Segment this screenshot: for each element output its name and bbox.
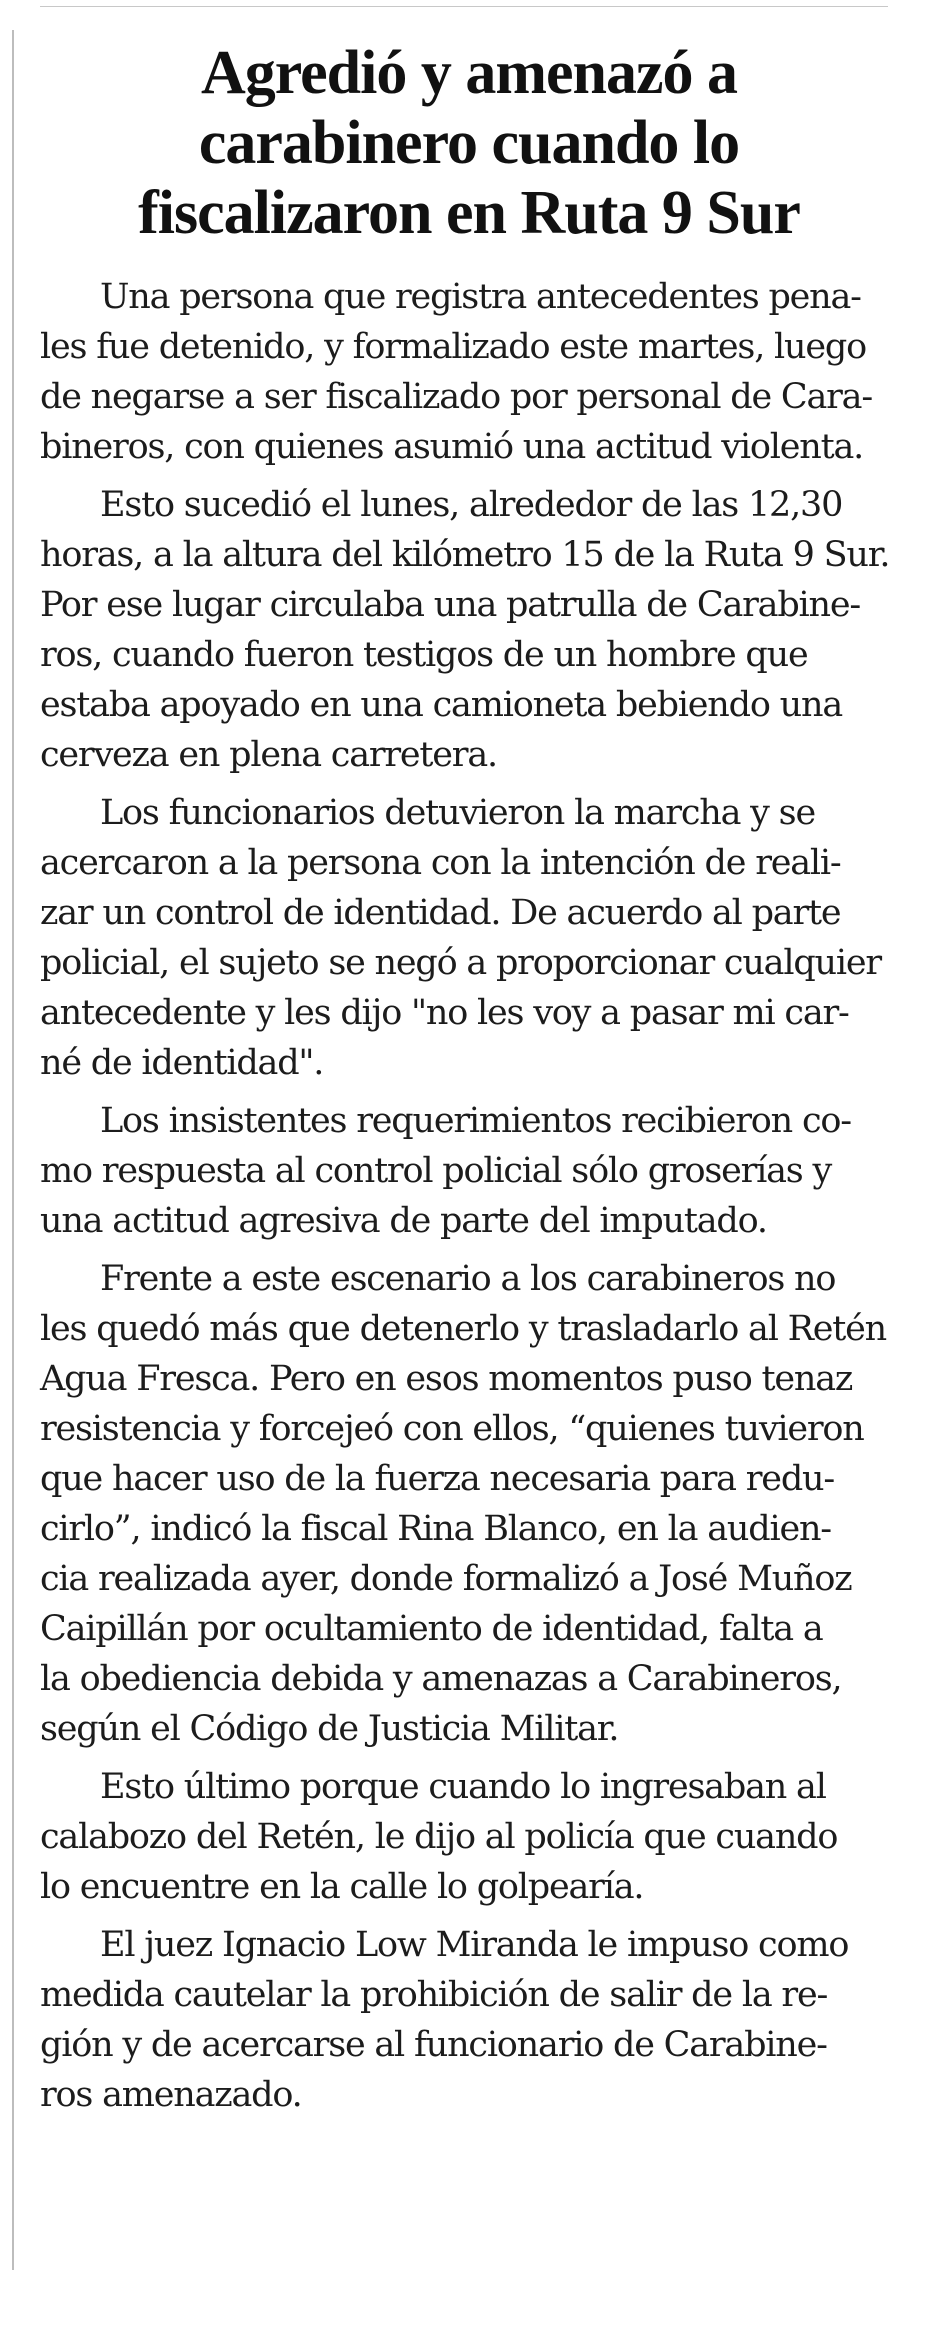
- paragraph-line: El juez Ignacio Low Miranda le impuso como: [100, 1925, 849, 1965]
- paragraph-line: Esto sucedió el lunes, alrededor de las 12,30: [100, 485, 843, 525]
- paragraph-line: estaba apoyado en una camioneta bebiendo una: [40, 685, 842, 725]
- article-body: [40, 272, 898, 2120]
- paragraph-line: cia realizada ayer, donde formalizó a José Muñoz: [40, 1559, 852, 1599]
- paragraph-line: Los insistentes requerimientos recibieron co-: [100, 1101, 851, 1141]
- paragraph-line: la obediencia debida y amenazas a Carabineros,: [40, 1659, 842, 1699]
- paragraph-line: les quedó más que detenerlo y trasladarlo al Retén: [40, 1309, 887, 1349]
- paragraph-line: bineros, con quienes asumió una actitud violenta.: [40, 427, 864, 467]
- paragraph-line: según el Código de Justicia Militar.: [40, 1709, 619, 1749]
- paragraph-line: Frente a este escenario a los carabineros no: [100, 1259, 836, 1299]
- article-paragraph: [40, 1762, 898, 1912]
- paragraph-line: cirlo”, indicó la fiscal Rina Blanco, en la audien-: [40, 1509, 831, 1549]
- paragraph-line: né de identidad".: [40, 1043, 324, 1083]
- article-paragraph: [40, 788, 898, 1088]
- paragraph-line: ros amenazado.: [40, 2075, 302, 2115]
- paragraph-line: acercaron a la persona con la intención de reali-: [40, 843, 841, 883]
- column-rule: [12, 30, 14, 2270]
- paragraph-line: zar un control de identidad. De acuerdo al parte: [40, 893, 841, 933]
- paragraph-line: lo encuentre en la calle lo golpearía.: [40, 1867, 644, 1907]
- article-paragraph: [40, 1254, 898, 1754]
- paragraph-line: cerveza en plena carretera.: [40, 735, 497, 775]
- paragraph-line: una actitud agresiva de parte del imputado.: [40, 1201, 767, 1241]
- paragraph-line: policial, el sujeto se negó a proporcionar cualquier: [40, 943, 881, 983]
- paragraph-line: ros, cuando fueron testigos de un hombre que: [40, 635, 808, 675]
- article-paragraph: [40, 1920, 898, 2120]
- article-paragraph: [40, 480, 898, 780]
- paragraph-line: resistencia y forcejeó con ellos, “quienes tuvieron: [40, 1409, 864, 1449]
- paragraph-line: Por ese lugar circulaba una patrulla de Carabine-: [40, 585, 860, 625]
- paragraph-line: Caipillán por ocultamiento de identidad, falta a: [40, 1609, 823, 1649]
- paragraph-line: medida cautelar la prohibición de salir de la re-: [40, 1975, 828, 2015]
- news-article: [40, 38, 898, 2128]
- headline: [40, 38, 898, 248]
- headline-line: carabinero cuando lo: [198, 109, 740, 177]
- article-paragraph: [40, 272, 898, 472]
- paragraph-line: de negarse a ser fiscalizado por personal de Cara-: [40, 377, 872, 417]
- paragraph-line: mo respuesta al control policial sólo groserías y: [40, 1151, 832, 1191]
- headline-line: Agredió y amenazó a: [200, 39, 738, 107]
- paragraph-line: antecedente y les dijo "no les voy a pasar mi car-: [40, 993, 849, 1033]
- paragraph-line: les fue detenido, y formalizado este martes, luego: [40, 327, 866, 367]
- headline-line: fiscalizaron en Ruta 9 Sur: [138, 179, 800, 247]
- paragraph-line: horas, a la altura del kilómetro 15 de la Ruta 9 Sur.: [40, 535, 890, 575]
- paragraph-line: que hacer uso de la fuerza necesaria para redu-: [40, 1459, 834, 1499]
- paragraph-line: calabozo del Retén, le dijo al policía que cuando: [40, 1817, 838, 1857]
- paragraph-line: Esto último porque cuando lo ingresaban al: [100, 1767, 826, 1807]
- article-paragraph: [40, 1096, 898, 1246]
- paragraph-line: gión y de acercarse al funcionario de Carabine-: [40, 2025, 827, 2065]
- paragraph-line: Los funcionarios detuvieron la marcha y se: [100, 793, 815, 833]
- paragraph-line: Una persona que registra antecedentes pena-: [100, 277, 861, 317]
- paragraph-line: Agua Fresca. Pero en esos momentos puso tenaz: [40, 1359, 853, 1399]
- top-rule: [40, 6, 888, 7]
